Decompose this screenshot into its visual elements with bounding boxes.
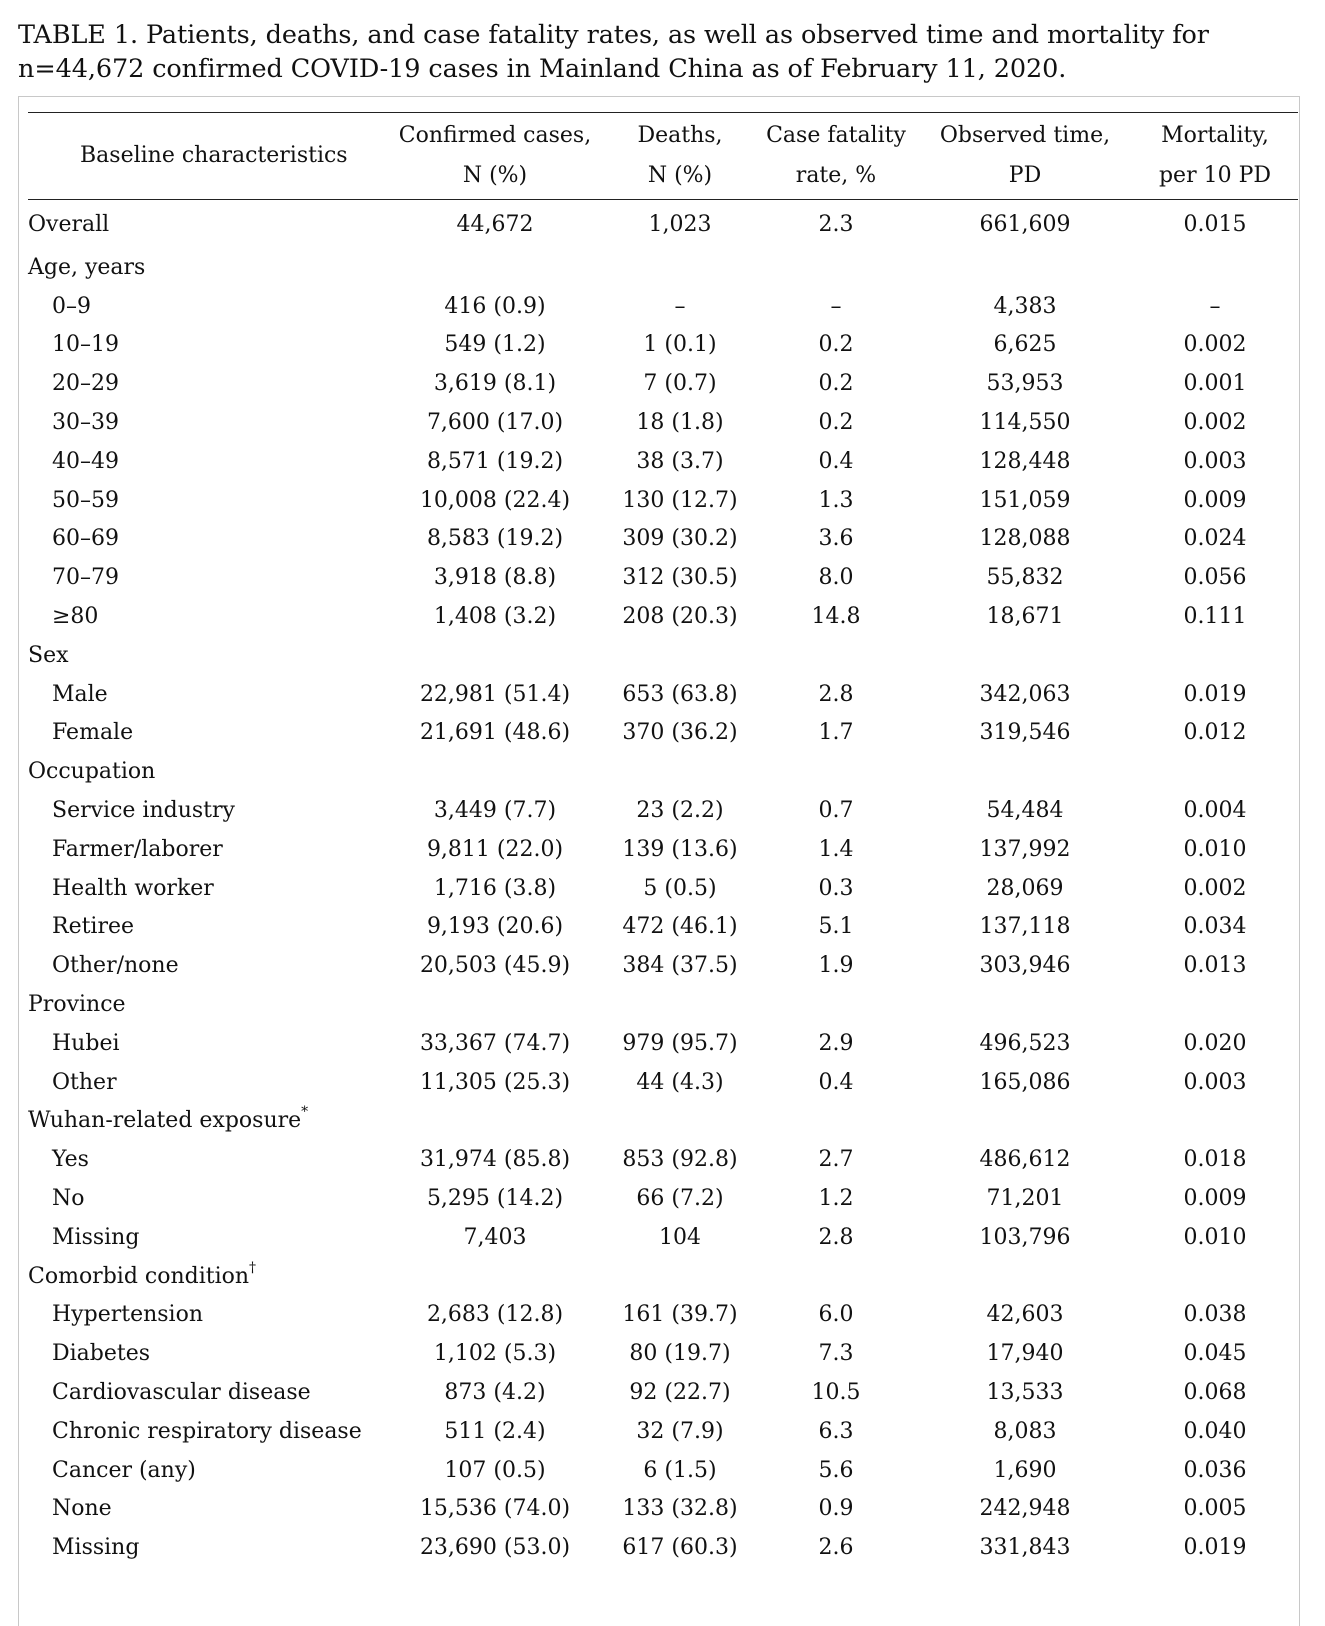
table-row — [28, 1063, 1298, 1102]
row-label: Service industry — [52, 798, 235, 824]
cell-deaths: 384 (37.5) — [622, 953, 738, 979]
table-row — [28, 1218, 1298, 1257]
table-body — [28, 200, 1298, 1568]
table-row — [28, 1296, 1298, 1335]
row-label: Health worker — [52, 875, 214, 901]
cell-observed-time: 1,690 — [993, 1457, 1057, 1483]
cell-confirmed-cases: 873 (4.2) — [444, 1380, 546, 1405]
footnote-marker: † — [249, 1259, 257, 1276]
cell-mortality: 0.018 — [1183, 1147, 1247, 1173]
cell-confirmed-cases: 7,403 — [463, 1224, 527, 1250]
cell-mortality: 0.040 — [1183, 1418, 1247, 1444]
cell-case-fatality-rate: 0.2 — [818, 332, 854, 358]
cell-mortality: 0.019 — [1183, 1535, 1247, 1561]
row-label: Cancer (any) — [52, 1457, 196, 1483]
caption-label: TABLE 1. — [18, 20, 138, 50]
cell-confirmed-cases: 8,571 (19.2) — [426, 448, 564, 474]
cell-deaths — [606, 985, 754, 1024]
cell-case-fatality-rate: 2.3 — [818, 211, 854, 237]
cell-confirmed-cases: 31,974 (85.8) — [419, 1147, 571, 1173]
row-label: 50–59 — [52, 487, 119, 513]
cell-deaths: 80 (19.7) — [629, 1341, 731, 1367]
cell-observed-time — [918, 636, 1132, 675]
cell-deaths: 139 (13.6) — [622, 836, 738, 862]
cell-deaths: 23 (2.2) — [636, 798, 724, 824]
row-label: Missing — [52, 1224, 140, 1250]
section-row — [28, 636, 1298, 675]
cell-confirmed-cases: 33,367 (74.7) — [419, 1030, 571, 1056]
cell-deaths — [606, 1257, 754, 1296]
data-table — [28, 112, 1298, 1567]
table-row — [28, 1140, 1298, 1179]
cell-observed-time: 4,383 — [993, 293, 1057, 319]
cell-mortality: 0.020 — [1183, 1030, 1247, 1056]
cell-mortality: 0.036 — [1183, 1457, 1247, 1483]
table-row — [28, 946, 1298, 985]
cell-observed-time: 319,546 — [979, 720, 1071, 746]
cell-deaths: 653 (63.8) — [622, 681, 738, 707]
cell-case-fatality-rate: 1.4 — [818, 836, 854, 862]
table-row — [28, 364, 1298, 403]
cell-confirmed-cases: 44,672 — [456, 211, 534, 237]
row-label: Comorbid condition† — [28, 1259, 257, 1289]
cell-observed-time: 54,484 — [986, 798, 1064, 824]
cell-case-fatality-rate — [754, 248, 918, 287]
cell-observed-time: 103,796 — [979, 1224, 1071, 1250]
cell-mortality: 0.003 — [1183, 1069, 1247, 1095]
cell-deaths: 130 (12.7) — [622, 487, 738, 513]
row-label: 60–69 — [52, 526, 119, 552]
cell-observed-time: 42,603 — [986, 1302, 1064, 1328]
table-row — [28, 481, 1298, 520]
cell-case-fatality-rate: 2.8 — [818, 1224, 854, 1250]
cell-deaths: 6 (1.5) — [643, 1457, 717, 1483]
section-row — [28, 200, 1298, 249]
row-label: Province — [28, 992, 126, 1018]
caption-text: Patients, deaths, and case fatality rates, as well as observed time and mortality for n=44,672 confirmed COVID-19 cases in Mainland China as of February 11, 2020. — [18, 20, 1209, 84]
cell-mortality: 0.015 — [1183, 211, 1247, 237]
cell-deaths: 92 (22.7) — [629, 1380, 731, 1405]
cell-deaths: 1 (0.1) — [643, 332, 717, 358]
cell-observed-time: 17,940 — [986, 1341, 1064, 1367]
cell-confirmed-cases: 11,305 (25.3) — [419, 1069, 571, 1095]
cell-case-fatality-rate: 14.8 — [811, 604, 861, 630]
row-label: Other/none — [52, 953, 179, 979]
table-row — [28, 287, 1298, 326]
cell-confirmed-cases: 10,008 (22.4) — [419, 487, 571, 513]
header-mortality: Mortality, per 10 PD — [1158, 123, 1272, 188]
cell-mortality: 0.012 — [1183, 720, 1247, 746]
cell-mortality: 0.009 — [1183, 1186, 1247, 1212]
cell-confirmed-cases: 8,583 (19.2) — [426, 526, 564, 552]
cell-deaths: 370 (36.2) — [622, 720, 738, 746]
cell-confirmed-cases: 1,716 (3.8) — [433, 875, 557, 901]
cell-observed-time: 137,992 — [979, 836, 1071, 862]
cell-deaths: – — [674, 293, 686, 319]
header-confirmed-cases: Confirmed cases, N (%) — [398, 123, 592, 188]
cell-mortality: 0.002 — [1183, 332, 1247, 358]
row-label: Female — [52, 720, 134, 746]
cell-confirmed-cases: 3,449 (7.7) — [433, 798, 557, 824]
cell-deaths: 472 (46.1) — [622, 914, 738, 940]
header-observed-time: Observed time, PD — [939, 123, 1111, 188]
table-row — [28, 403, 1298, 442]
cell-deaths — [606, 248, 754, 287]
row-label: Cardiovascular disease — [52, 1380, 311, 1405]
header-case-fatality-rate: Case fatality rate, % — [766, 123, 906, 188]
cell-case-fatality-rate: 1.9 — [818, 953, 854, 979]
cell-mortality: 0.009 — [1183, 487, 1247, 513]
cell-case-fatality-rate: 3.6 — [818, 526, 854, 552]
row-label: 30–39 — [52, 410, 119, 436]
cell-observed-time: 661,609 — [979, 211, 1071, 237]
cell-confirmed-cases — [384, 985, 606, 1024]
cell-deaths: 7 (0.7) — [643, 371, 717, 397]
cell-case-fatality-rate — [754, 752, 918, 791]
cell-deaths: 208 (20.3) — [622, 604, 738, 630]
section-row — [28, 248, 1298, 287]
cell-case-fatality-rate: 0.4 — [818, 448, 854, 474]
cell-case-fatality-rate: 2.7 — [818, 1147, 854, 1173]
cell-confirmed-cases: 9,811 (22.0) — [426, 836, 564, 862]
cell-deaths: 1,023 — [648, 211, 712, 237]
table-row — [28, 791, 1298, 830]
table-row — [28, 675, 1298, 714]
table-row — [28, 1334, 1298, 1373]
row-label: Sex — [28, 642, 69, 668]
cell-deaths: 44 (4.3) — [636, 1069, 724, 1095]
cell-confirmed-cases: 416 (0.9) — [444, 293, 546, 319]
cell-mortality: 0.019 — [1183, 681, 1247, 707]
cell-confirmed-cases: 549 (1.2) — [444, 332, 546, 358]
cell-observed-time: 128,448 — [979, 448, 1071, 474]
cell-deaths: 853 (92.8) — [622, 1147, 738, 1173]
cell-deaths: 979 (95.7) — [622, 1030, 738, 1056]
cell-case-fatality-rate: 6.0 — [818, 1302, 854, 1328]
table-row — [28, 1373, 1298, 1412]
cell-mortality — [1132, 1257, 1298, 1296]
row-label: 40–49 — [52, 448, 119, 474]
cell-mortality — [1132, 636, 1298, 675]
cell-case-fatality-rate: 10.5 — [811, 1380, 861, 1405]
cell-mortality: 0.003 — [1183, 448, 1247, 474]
cell-deaths: 133 (32.8) — [622, 1496, 738, 1522]
cell-observed-time — [918, 248, 1132, 287]
cell-mortality: 0.002 — [1183, 875, 1247, 901]
cell-observed-time: 486,612 — [979, 1147, 1071, 1173]
row-label: Hubei — [52, 1030, 120, 1056]
table-header — [28, 113, 1298, 200]
cell-observed-time: 342,063 — [979, 681, 1071, 707]
cell-deaths: 309 (30.2) — [622, 526, 738, 552]
cell-case-fatality-rate: 8.0 — [818, 565, 854, 591]
row-label: Yes — [52, 1147, 89, 1173]
cell-case-fatality-rate — [754, 1102, 918, 1141]
row-label: No — [52, 1186, 85, 1212]
row-label: 20–29 — [52, 371, 119, 397]
cell-case-fatality-rate: – — [830, 293, 842, 319]
cell-deaths: 5 (0.5) — [643, 875, 717, 901]
cell-confirmed-cases: 7,600 (17.0) — [426, 410, 564, 436]
cell-mortality: 0.024 — [1183, 526, 1247, 552]
cell-mortality — [1132, 248, 1298, 287]
cell-case-fatality-rate: 0.2 — [818, 410, 854, 436]
table-row — [28, 1528, 1298, 1567]
cell-observed-time: 8,083 — [993, 1418, 1057, 1444]
cell-mortality: 0.001 — [1183, 371, 1247, 397]
header-baseline-characteristics: Baseline characteristics — [80, 143, 348, 168]
cell-case-fatality-rate: 2.8 — [818, 681, 854, 707]
cell-deaths: 104 — [659, 1224, 701, 1250]
section-row — [28, 1102, 1298, 1141]
cell-mortality: 0.004 — [1183, 798, 1247, 824]
cell-mortality: 0.038 — [1183, 1302, 1247, 1328]
cell-deaths: 617 (60.3) — [622, 1535, 738, 1561]
cell-deaths: 66 (7.2) — [636, 1186, 724, 1212]
cell-case-fatality-rate: 0.2 — [818, 371, 854, 397]
cell-confirmed-cases: 1,408 (3.2) — [433, 604, 557, 630]
table-row — [28, 830, 1298, 869]
cell-mortality: 0.010 — [1183, 1224, 1247, 1250]
cell-mortality: 0.056 — [1183, 565, 1247, 591]
cell-observed-time — [918, 985, 1132, 1024]
cell-confirmed-cases — [384, 1257, 606, 1296]
cell-observed-time: 303,946 — [979, 953, 1071, 979]
cell-mortality: 0.013 — [1183, 953, 1247, 979]
row-label: Overall — [28, 211, 110, 237]
cell-case-fatality-rate: 0.3 — [818, 875, 854, 901]
table-row — [28, 1179, 1298, 1218]
cell-deaths — [606, 752, 754, 791]
row-label: Farmer/laborer — [52, 836, 223, 862]
row-label: ≥80 — [52, 604, 99, 630]
cell-case-fatality-rate: 1.7 — [818, 720, 854, 746]
cell-observed-time: 242,948 — [979, 1496, 1071, 1522]
cell-observed-time: 137,118 — [979, 914, 1071, 940]
cell-case-fatality-rate: 7.3 — [818, 1341, 854, 1367]
table-row — [28, 520, 1298, 559]
table-row — [28, 597, 1298, 636]
cell-mortality: 0.002 — [1183, 410, 1247, 436]
row-label: 10–19 — [52, 332, 119, 358]
section-row — [28, 752, 1298, 791]
footnote-marker: * — [301, 1104, 309, 1121]
cell-observed-time: 28,069 — [986, 875, 1064, 901]
cell-confirmed-cases: 20,503 (45.9) — [419, 953, 571, 979]
cell-confirmed-cases: 5,295 (14.2) — [426, 1186, 564, 1212]
cell-mortality: 0.005 — [1183, 1496, 1247, 1522]
cell-confirmed-cases: 1,102 (5.3) — [433, 1341, 557, 1367]
table-row — [28, 714, 1298, 753]
cell-mortality: 0.010 — [1183, 836, 1247, 862]
cell-case-fatality-rate: 5.1 — [818, 914, 854, 940]
cell-observed-time: 71,201 — [986, 1186, 1064, 1212]
cell-case-fatality-rate: 6.3 — [818, 1418, 854, 1444]
cell-observed-time: 13,533 — [986, 1380, 1064, 1405]
cell-deaths — [606, 636, 754, 675]
cell-confirmed-cases: 22,981 (51.4) — [419, 681, 571, 707]
cell-deaths: 161 (39.7) — [622, 1302, 738, 1328]
cell-observed-time — [918, 752, 1132, 791]
cell-deaths: 18 (1.8) — [636, 410, 724, 436]
cell-mortality: 0.111 — [1183, 604, 1247, 630]
cell-observed-time: 496,523 — [979, 1030, 1071, 1056]
table-row — [28, 442, 1298, 481]
cell-confirmed-cases: 511 (2.4) — [444, 1418, 546, 1444]
cell-case-fatality-rate: 2.6 — [818, 1535, 854, 1561]
cell-confirmed-cases: 2,683 (12.8) — [426, 1302, 564, 1328]
cell-confirmed-cases: 9,193 (20.6) — [426, 914, 564, 940]
cell-mortality — [1132, 985, 1298, 1024]
cell-case-fatality-rate — [754, 1257, 918, 1296]
header-deaths: Deaths, N (%) — [637, 123, 723, 188]
cell-mortality — [1132, 1102, 1298, 1141]
table-caption — [18, 18, 1308, 86]
cell-confirmed-cases: 3,619 (8.1) — [433, 371, 557, 397]
row-label: Male — [52, 681, 108, 707]
cell-confirmed-cases: 15,536 (74.0) — [419, 1496, 571, 1522]
cell-confirmed-cases — [384, 248, 606, 287]
cell-observed-time: 53,953 — [986, 371, 1064, 397]
section-row — [28, 1257, 1298, 1296]
table-row — [28, 1412, 1298, 1451]
cell-confirmed-cases — [384, 752, 606, 791]
cell-observed-time — [918, 1257, 1132, 1296]
cell-case-fatality-rate: 0.9 — [818, 1496, 854, 1522]
cell-confirmed-cases — [384, 636, 606, 675]
cell-observed-time: 55,832 — [986, 565, 1064, 591]
cell-observed-time — [918, 1102, 1132, 1141]
cell-observed-time: 128,088 — [979, 526, 1071, 552]
cell-confirmed-cases: 21,691 (48.6) — [419, 720, 571, 746]
cell-mortality: 0.045 — [1183, 1341, 1247, 1367]
cell-observed-time: 6,625 — [993, 332, 1057, 358]
cell-observed-time: 331,843 — [979, 1535, 1071, 1561]
table-row — [28, 869, 1298, 908]
cell-case-fatality-rate: 1.3 — [818, 487, 854, 513]
table-row — [28, 558, 1298, 597]
cell-case-fatality-rate — [754, 636, 918, 675]
cell-confirmed-cases: 23,690 (53.0) — [419, 1535, 571, 1561]
row-label: None — [52, 1496, 112, 1522]
table-row — [28, 1490, 1298, 1529]
cell-case-fatality-rate: 1.2 — [818, 1186, 854, 1212]
header-row — [28, 113, 1298, 200]
row-label: 0–9 — [52, 293, 91, 319]
cell-observed-time: 18,671 — [986, 604, 1064, 630]
row-label: Occupation — [28, 759, 156, 785]
cell-mortality: 0.068 — [1183, 1380, 1247, 1405]
row-label: Chronic respiratory disease — [52, 1418, 362, 1444]
table-row — [28, 1451, 1298, 1490]
cell-case-fatality-rate: 0.4 — [818, 1069, 854, 1095]
cell-deaths: 312 (30.5) — [622, 565, 738, 591]
cell-observed-time: 165,086 — [979, 1069, 1071, 1095]
cell-confirmed-cases: 3,918 (8.8) — [433, 565, 557, 591]
section-row — [28, 985, 1298, 1024]
cell-case-fatality-rate — [754, 985, 918, 1024]
cell-confirmed-cases — [384, 1102, 606, 1141]
cell-deaths — [606, 1102, 754, 1141]
row-label: Other — [52, 1069, 117, 1095]
cell-deaths: 38 (3.7) — [636, 448, 724, 474]
table-row — [28, 908, 1298, 947]
cell-mortality: – — [1209, 293, 1221, 319]
cell-deaths: 32 (7.9) — [636, 1418, 724, 1444]
row-label: Age, years — [28, 254, 146, 280]
cell-case-fatality-rate: 5.6 — [818, 1457, 854, 1483]
cell-confirmed-cases: 107 (0.5) — [444, 1457, 546, 1483]
cell-observed-time: 151,059 — [979, 487, 1071, 513]
row-label: Retiree — [52, 914, 135, 940]
cell-case-fatality-rate: 0.7 — [818, 798, 854, 824]
row-label: Missing — [52, 1535, 140, 1561]
cell-case-fatality-rate: 2.9 — [818, 1030, 854, 1056]
cell-mortality — [1132, 752, 1298, 791]
table-row — [28, 1024, 1298, 1063]
row-label: Wuhan-related exposure* — [28, 1104, 309, 1134]
row-label: Diabetes — [52, 1341, 151, 1367]
row-label: Hypertension — [52, 1302, 204, 1328]
cell-mortality: 0.034 — [1183, 914, 1247, 940]
table-row — [28, 326, 1298, 365]
cell-observed-time: 114,550 — [979, 410, 1071, 436]
row-label: 70–79 — [52, 565, 119, 591]
